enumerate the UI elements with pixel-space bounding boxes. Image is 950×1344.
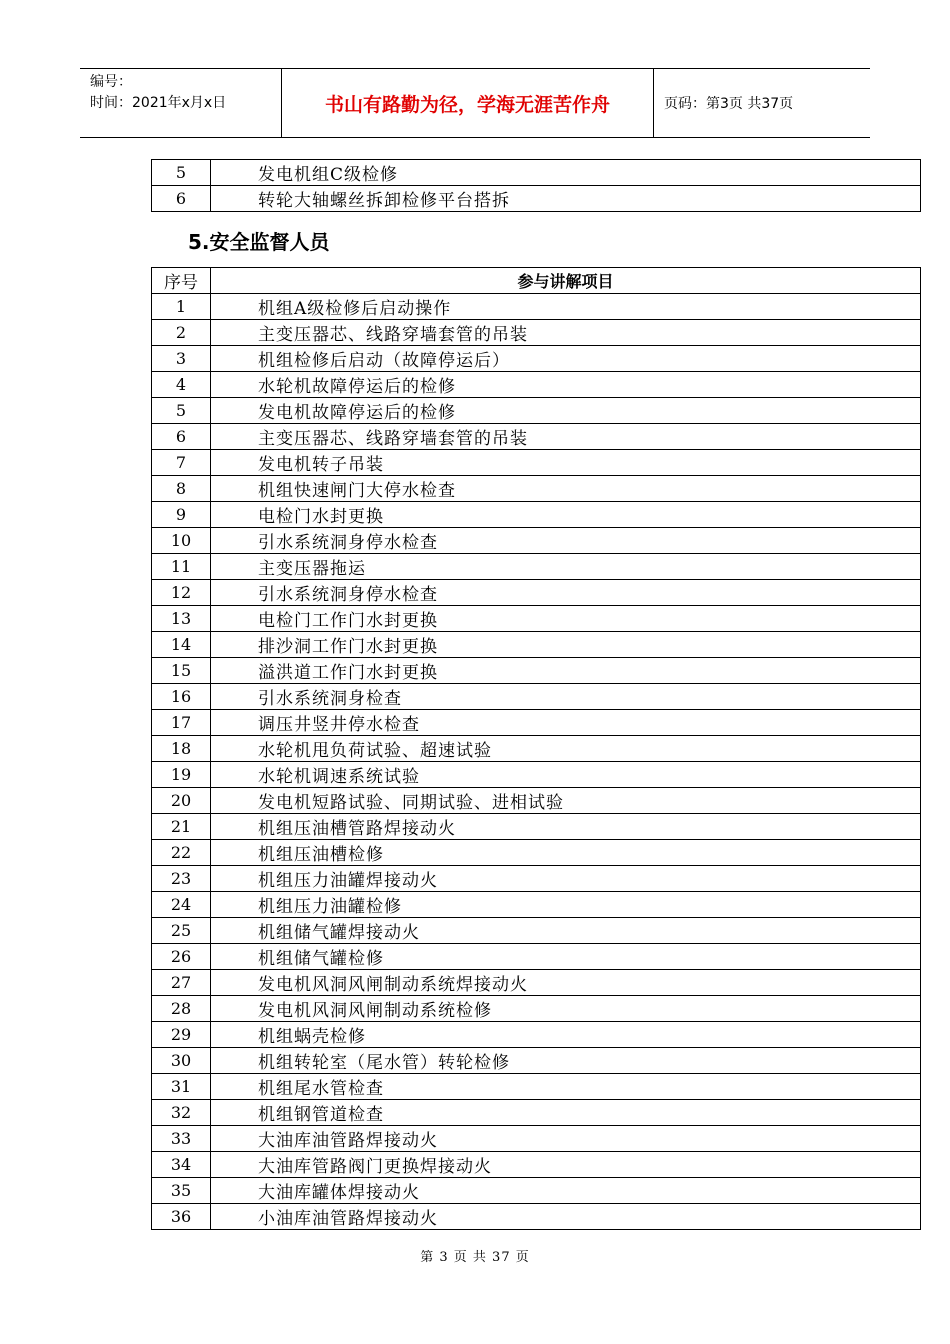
- document-number-label: 编号：: [90, 74, 132, 90]
- table-row: [152, 1048, 921, 1074]
- row-number: 15: [152, 658, 211, 684]
- row-item: 机组快速闸门大停水检查: [211, 476, 921, 502]
- table-row: [152, 1152, 921, 1178]
- table-row: [152, 866, 921, 892]
- row-number: 22: [152, 840, 211, 866]
- row-number: 29: [152, 1022, 211, 1048]
- row-number: 9: [152, 502, 211, 528]
- row-number: 6: [152, 424, 211, 450]
- row-item: 发电机转子吊装: [211, 450, 921, 476]
- row-item: 机组压油槽检修: [211, 840, 921, 866]
- row-number: 8: [152, 476, 211, 502]
- table-row: [152, 528, 921, 554]
- row-number: 32: [152, 1100, 211, 1126]
- row-number: 35: [152, 1178, 211, 1204]
- table-row: [152, 346, 921, 372]
- table-row: [152, 580, 921, 606]
- row-number: 11: [152, 554, 211, 580]
- row-item: 发电机风洞风闸制动系统检修: [211, 996, 921, 1022]
- row-item: 发电机组C级检修: [211, 160, 921, 186]
- row-item: 排沙洞工作门水封更换: [211, 632, 921, 658]
- row-item: 发电机短路试验、同期试验、进相试验: [211, 788, 921, 814]
- row-number: 27: [152, 970, 211, 996]
- row-number: 14: [152, 632, 211, 658]
- row-number: 13: [152, 606, 211, 632]
- section-title: 5.安全监督人员: [188, 230, 330, 254]
- row-item: 机组压力油罐焊接动火: [211, 866, 921, 892]
- row-number: 3: [152, 346, 211, 372]
- header-meta: [80, 69, 282, 137]
- row-item: 溢洪道工作门水封更换: [211, 658, 921, 684]
- row-number: 20: [152, 788, 211, 814]
- row-number: 12: [152, 580, 211, 606]
- row-item: 发电机风洞风闸制动系统焊接动火: [211, 970, 921, 996]
- row-item: 机组蜗壳检修: [211, 1022, 921, 1048]
- row-item: 水轮机甩负荷试验、超速试验: [211, 736, 921, 762]
- table-row: [152, 1178, 921, 1204]
- row-item: 调压井竖井停水检查: [211, 710, 921, 736]
- table-row: [152, 1126, 921, 1152]
- row-number: 17: [152, 710, 211, 736]
- column-header-item: 参与讲解项目: [211, 268, 921, 294]
- table-row: [152, 398, 921, 424]
- table-row: [152, 1074, 921, 1100]
- row-number: 5: [152, 398, 211, 424]
- column-header-num: 序号: [152, 268, 211, 294]
- row-item: 水轮机故障停运后的检修: [211, 372, 921, 398]
- table-row: [152, 476, 921, 502]
- row-item: 发电机故障停运后的检修: [211, 398, 921, 424]
- row-item: 机组尾水管检查: [211, 1074, 921, 1100]
- row-number: 1: [152, 294, 211, 320]
- page-header: [80, 68, 870, 138]
- header-page-info: 页码：第3页 共37页: [664, 96, 794, 112]
- row-number: 34: [152, 1152, 211, 1178]
- table-row: [152, 186, 921, 212]
- continued-table: [151, 159, 921, 212]
- row-item: 电检门工作门水封更换: [211, 606, 921, 632]
- row-number: 21: [152, 814, 211, 840]
- row-number: 5: [152, 160, 211, 186]
- table-row: [152, 294, 921, 320]
- row-number: 31: [152, 1074, 211, 1100]
- row-item: 机组压油槽管路焊接动火: [211, 814, 921, 840]
- table-row: [152, 1100, 921, 1126]
- row-item: 机组储气罐焊接动火: [211, 918, 921, 944]
- row-number: 6: [152, 186, 211, 212]
- row-item: 机组A级检修后启动操作: [211, 294, 921, 320]
- table-row: [152, 684, 921, 710]
- row-number: 36: [152, 1204, 211, 1230]
- row-number: 26: [152, 944, 211, 970]
- row-number: 33: [152, 1126, 211, 1152]
- table-row: [152, 424, 921, 450]
- row-number: 2: [152, 320, 211, 346]
- row-number: 24: [152, 892, 211, 918]
- table-row: [152, 892, 921, 918]
- row-item: 机组储气罐检修: [211, 944, 921, 970]
- table-row: [152, 918, 921, 944]
- row-item: 大油库油管路焊接动火: [211, 1126, 921, 1152]
- row-item: 机组检修后启动（故障停运后）: [211, 346, 921, 372]
- row-number: 7: [152, 450, 211, 476]
- row-number: 30: [152, 1048, 211, 1074]
- row-number: 23: [152, 866, 211, 892]
- table-row: [152, 736, 921, 762]
- table-row: [152, 944, 921, 970]
- table-row: [152, 840, 921, 866]
- table-row: [152, 320, 921, 346]
- table-row: [152, 970, 921, 996]
- table-row: [152, 814, 921, 840]
- table-row: [152, 632, 921, 658]
- row-number: 19: [152, 762, 211, 788]
- row-item: 引水系统洞身停水检查: [211, 580, 921, 606]
- row-item: 引水系统洞身检查: [211, 684, 921, 710]
- table-row: [152, 996, 921, 1022]
- document-date: 时间：2021年x月x日: [90, 95, 227, 111]
- table-row: [152, 160, 921, 186]
- row-number: 25: [152, 918, 211, 944]
- row-number: 18: [152, 736, 211, 762]
- row-item: 机组转轮室（尾水管）转轮检修: [211, 1048, 921, 1074]
- row-item: 主变压器芯、线路穿墙套管的吊装: [211, 424, 921, 450]
- row-item: 大油库罐体焊接动火: [211, 1178, 921, 1204]
- row-item: 机组压力油罐检修: [211, 892, 921, 918]
- page-footer: 第 3 页 共 37 页: [420, 1250, 530, 1265]
- table-row: [152, 450, 921, 476]
- row-item: 大油库管路阀门更换焊接动火: [211, 1152, 921, 1178]
- table-row: [152, 554, 921, 580]
- row-number: 10: [152, 528, 211, 554]
- row-number: 4: [152, 372, 211, 398]
- table-row: [152, 606, 921, 632]
- row-item: 机组钢管道检查: [211, 1100, 921, 1126]
- row-item: 小油库油管路焊接动火: [211, 1204, 921, 1230]
- row-number: 16: [152, 684, 211, 710]
- table-row: [152, 1204, 921, 1230]
- table-row: [152, 1022, 921, 1048]
- safety-supervisor-table: [151, 267, 921, 1230]
- table-row: [152, 788, 921, 814]
- table-row: [152, 762, 921, 788]
- table-header-row: [152, 268, 921, 294]
- row-item: 电检门水封更换: [211, 502, 921, 528]
- table-row: [152, 372, 921, 398]
- header-motto: 书山有路勤为径，学海无涯苦作舟: [282, 69, 654, 137]
- table-row: [152, 710, 921, 736]
- row-item: 引水系统洞身停水检查: [211, 528, 921, 554]
- table-row: [152, 502, 921, 528]
- row-number: 28: [152, 996, 211, 1022]
- table-row: [152, 658, 921, 684]
- row-item: 水轮机调速系统试验: [211, 762, 921, 788]
- row-item: 主变压器芯、线路穿墙套管的吊装: [211, 320, 921, 346]
- row-item: 转轮大轴螺丝拆卸检修平台搭拆: [211, 186, 921, 212]
- row-item: 主变压器拖运: [211, 554, 921, 580]
